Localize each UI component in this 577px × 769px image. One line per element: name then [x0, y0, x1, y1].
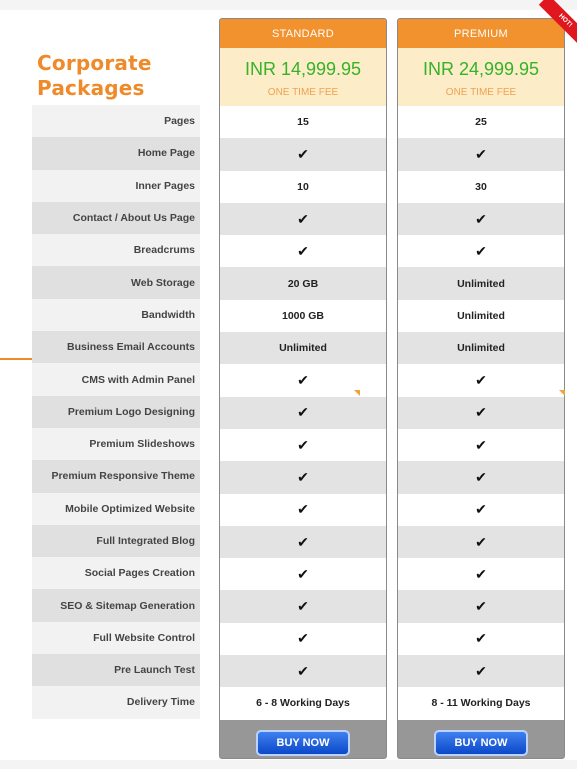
check-icon: ✔: [297, 501, 309, 518]
plan-value-cell: [220, 687, 386, 719]
feature-row: Premium Logo Designing: [32, 396, 200, 428]
plan-value-cell: [220, 461, 386, 493]
plan-value-cell: [220, 267, 386, 299]
plan-value-cell: [398, 494, 564, 526]
check-icon: ✔: [475, 145, 487, 162]
check-icon: ✔: [475, 210, 487, 227]
feature-row: SEO & Sitemap Generation: [32, 589, 200, 621]
plan-value-cell: [398, 429, 564, 461]
check-icon: ✔: [475, 598, 487, 615]
plan-value-cell: [220, 171, 386, 203]
check-icon: ✔: [297, 662, 309, 679]
plan-value-text: 6 - 8 Working Days: [256, 697, 350, 710]
feature-row: Web Storage: [32, 266, 200, 298]
plan-value-cell: [398, 687, 564, 719]
feature-row: Full Website Control: [32, 622, 200, 654]
plan-price-block: [398, 48, 564, 106]
check-icon: ✔: [475, 533, 487, 550]
feature-row: Full Integrated Blog: [32, 525, 200, 557]
plan-value-cell: [220, 364, 386, 396]
feature-row: Business Email Accounts: [32, 331, 200, 363]
check-icon: ✔: [475, 501, 487, 518]
feature-row: Social Pages Creation: [32, 557, 200, 589]
check-icon: ✔: [475, 565, 487, 582]
corner-fold-icon: [354, 390, 360, 396]
feature-row: Pre Launch Test: [32, 654, 200, 686]
plan-value-cell: [398, 235, 564, 267]
check-icon: ✔: [297, 533, 309, 550]
plan-value-cell: [398, 655, 564, 687]
plan-value-cell: [398, 138, 564, 170]
plan-premium: [397, 18, 565, 759]
plan-values: [220, 106, 386, 720]
plan-value-cell: [398, 526, 564, 558]
plan-value-cell: [398, 558, 564, 590]
check-icon: ✔: [475, 372, 487, 389]
plan-value-text: 25: [475, 116, 487, 129]
plan-value-cell: [220, 655, 386, 687]
plan-value-cell: [398, 397, 564, 429]
check-icon: ✔: [475, 468, 487, 485]
plan-value-cell: [220, 300, 386, 332]
plan-value-cell: [398, 171, 564, 203]
check-icon: ✔: [297, 242, 309, 259]
plan-value-text: 20 GB: [287, 277, 319, 290]
plan-name: PREMIUM: [398, 19, 564, 48]
plan-value-text: Unlimited: [457, 342, 505, 355]
plan-value-cell: [398, 461, 564, 493]
plan-standard: [219, 18, 387, 759]
plan-footer: [220, 720, 386, 759]
plan-value-cell: [220, 332, 386, 364]
check-icon: ✔: [297, 372, 309, 389]
feature-row: Delivery Time: [32, 686, 200, 718]
buy-now-button-premium[interactable]: BUY NOW: [434, 730, 528, 756]
plan-value-cell: [220, 623, 386, 655]
check-icon: ✔: [475, 630, 487, 647]
check-icon: ✔: [297, 565, 309, 582]
feature-row: Home Page: [32, 137, 200, 169]
plan-value-text: 8 - 11 Working Days: [431, 697, 531, 710]
feature-row: Mobile Optimized Website: [32, 493, 200, 525]
plan-value-cell: [220, 235, 386, 267]
plan-value-text: 30: [475, 180, 487, 193]
hot-badge: HOT!: [539, 0, 577, 47]
feature-row: Bandwidth: [32, 299, 200, 331]
check-icon: ✔: [297, 468, 309, 485]
plan-price-block: [220, 48, 386, 106]
plan-value-cell: [220, 429, 386, 461]
plan-value-cell: [220, 203, 386, 235]
bottom-frame-band: [0, 760, 577, 769]
plan-price: INR 14,999.95: [244, 59, 362, 79]
plan-value-text: Unlimited: [457, 277, 505, 290]
feature-row: Inner Pages: [32, 170, 200, 202]
plan-value-cell: [398, 364, 564, 396]
plan-value-cell: [398, 203, 564, 235]
check-icon: ✔: [297, 436, 309, 453]
feature-row: Pages: [32, 105, 200, 137]
plan-value-cell: [220, 138, 386, 170]
plan-value-cell: [220, 590, 386, 622]
check-icon: ✔: [297, 404, 309, 421]
plan-values: [398, 106, 564, 720]
plan-value-text: 15: [297, 116, 309, 129]
plan-value-cell: [398, 300, 564, 332]
check-icon: ✔: [475, 404, 487, 421]
plan-value-cell: [220, 526, 386, 558]
check-icon: ✔: [475, 436, 487, 453]
plan-value-cell: [220, 558, 386, 590]
plan-value-text: Unlimited: [279, 342, 327, 355]
plan-value-text: Unlimited: [457, 309, 505, 322]
plan-value-cell: [398, 623, 564, 655]
plan-value-cell: [220, 106, 386, 138]
check-icon: ✔: [297, 145, 309, 162]
plan-value-cell: [398, 590, 564, 622]
plan-price: INR 24,999.95: [422, 59, 540, 79]
feature-row: Breadcrums: [32, 234, 200, 266]
feature-row: CMS with Admin Panel: [32, 363, 200, 395]
plan-value-cell: [398, 106, 564, 138]
feature-row: Premium Responsive Theme: [32, 460, 200, 492]
page-title: Corporate Packages: [37, 51, 152, 100]
plan-fee-note: ONE TIME FEE: [445, 87, 517, 98]
buy-now-button-standard[interactable]: BUY NOW: [256, 730, 350, 756]
plan-value-cell: [220, 494, 386, 526]
check-icon: ✔: [297, 210, 309, 227]
plan-fee-note: ONE TIME FEE: [267, 87, 339, 98]
feature-list: [32, 105, 200, 719]
plan-value-text: 1000 GB: [281, 309, 325, 322]
check-icon: ✔: [475, 662, 487, 679]
feature-row: Contact / About Us Page: [32, 202, 200, 234]
check-icon: ✔: [475, 242, 487, 259]
plan-name: STANDARD: [220, 19, 386, 48]
plan-footer: [398, 720, 564, 759]
plan-value-cell: [398, 267, 564, 299]
feature-row: Premium Slideshows: [32, 428, 200, 460]
top-frame-band: [0, 0, 577, 10]
check-icon: ✔: [297, 630, 309, 647]
corner-fold-icon: [559, 390, 565, 396]
check-icon: ✔: [297, 598, 309, 615]
plan-value-cell: [220, 397, 386, 429]
plan-value-cell: [398, 332, 564, 364]
plan-value-text: 10: [297, 180, 309, 193]
